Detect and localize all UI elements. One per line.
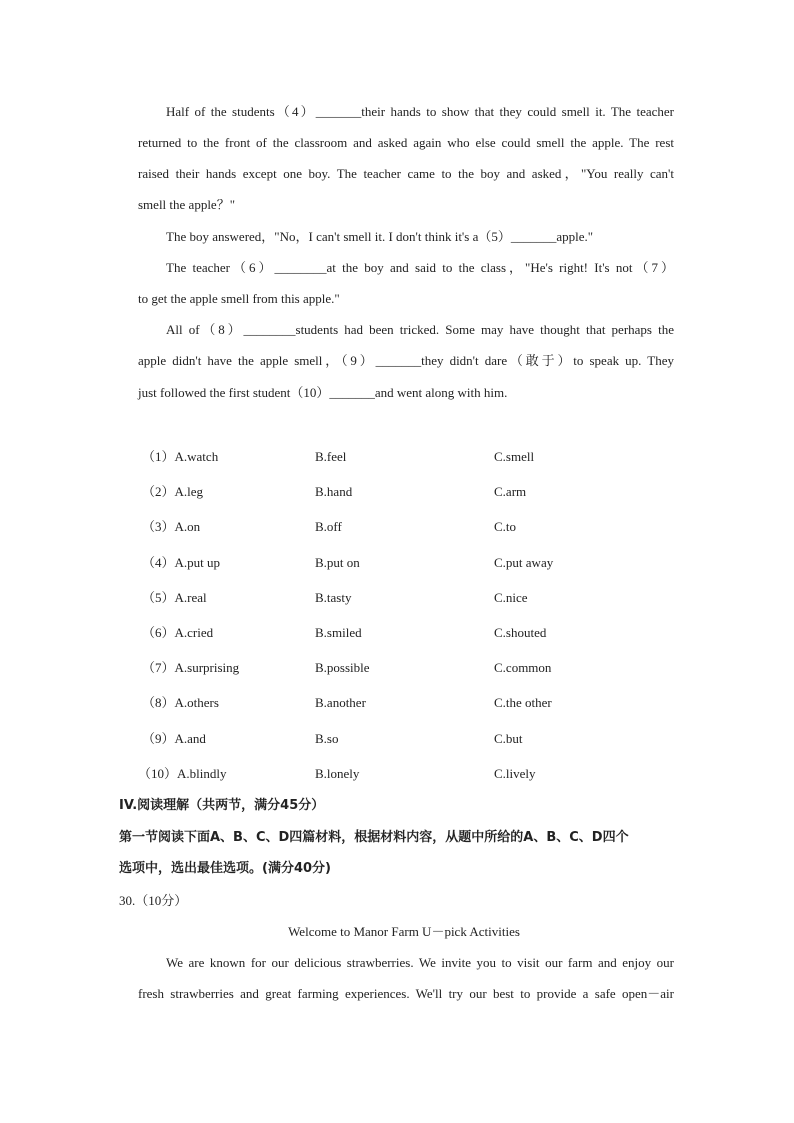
option-b: B.feel (315, 449, 347, 464)
option-a: （6）A.cried (142, 625, 214, 640)
passage-line: The teacher（6）________at the boy and said to the class，"He's right! It's not（7） (166, 260, 674, 275)
section-heading: IV.阅读理解（共两节，满分45分） (119, 798, 325, 813)
option-b: B.possible (315, 660, 370, 675)
option-b: B.tasty (315, 590, 352, 605)
option-b: B.lonely (315, 766, 360, 781)
option-a: （3）A.on (142, 519, 201, 534)
option-c: C.shouted (494, 625, 547, 640)
passage-line: Half of the students（4）_______their hands to show that they could smell it. The teacher (166, 104, 674, 119)
passage-line: to get the apple smell from this apple." (138, 291, 340, 306)
article-line: fresh strawberries and great farming experiences. We'll try our best to provide a safe open－air (138, 986, 674, 1001)
article-title: Welcome to Manor Farm U－pick Activities (288, 924, 520, 939)
option-a: （10）A.blindly (138, 766, 227, 781)
option-b: B.put on (315, 555, 360, 570)
option-a: （9）A.and (142, 731, 206, 746)
option-b: B.another (315, 695, 366, 710)
option-c: C.put away (494, 555, 554, 570)
option-a: （7）A.surprising (142, 660, 240, 675)
option-c: C.common (494, 660, 552, 675)
passage-line: The boy answered，"No，I can't smell it. I don't think it's a（5）_______apple." (166, 229, 594, 244)
passage-line: All of（8）________students had been tricked. Some may have thought that perhaps the (166, 322, 674, 337)
passage-line: just followed the first student（10）_______and went along with him. (138, 385, 508, 400)
passage-line: apple didn't have the apple smell，（9）_______they didn't dare（敢于）to speak up. They (138, 353, 674, 368)
article-line: We are known for our delicious strawberries. We invite you to visit our farm and enjoy our (166, 955, 674, 970)
option-b: B.so (315, 731, 339, 746)
option-c: C.to (494, 519, 517, 534)
option-c: C.but (494, 731, 523, 746)
option-a: （5）A.real (142, 590, 207, 605)
option-c: C.nice (494, 590, 528, 605)
option-c: C.arm (494, 484, 527, 499)
passage-line: raised their hands except one boy. The teacher came to the boy and asked，"You really can't (138, 166, 674, 181)
passage-line: returned to the front of the classroom and asked again who else could smell the apple. The rest (138, 135, 674, 150)
option-a: （1）A.watch (142, 449, 219, 464)
option-b: B.smiled (315, 625, 362, 640)
section-instruction: 选项中，选出最佳选项。(满分40分) (119, 861, 331, 876)
passage-line: smell the apple？" (138, 197, 236, 212)
option-a: （4）A.put up (142, 555, 221, 570)
option-c: C.the other (494, 695, 552, 710)
option-a: （8）A.others (142, 695, 219, 710)
section-instruction: 第一节阅读下面A、B、C、D四篇材料，根据材料内容，从题中所给的A、B、C、D四个 (119, 830, 629, 845)
option-a: （2）A.leg (142, 484, 204, 499)
option-c: C.smell (494, 449, 535, 464)
option-c: C.lively (494, 766, 536, 781)
option-b: B.hand (315, 484, 353, 499)
option-b: B.off (315, 519, 342, 534)
question-number: 30.（10分） (119, 893, 188, 908)
